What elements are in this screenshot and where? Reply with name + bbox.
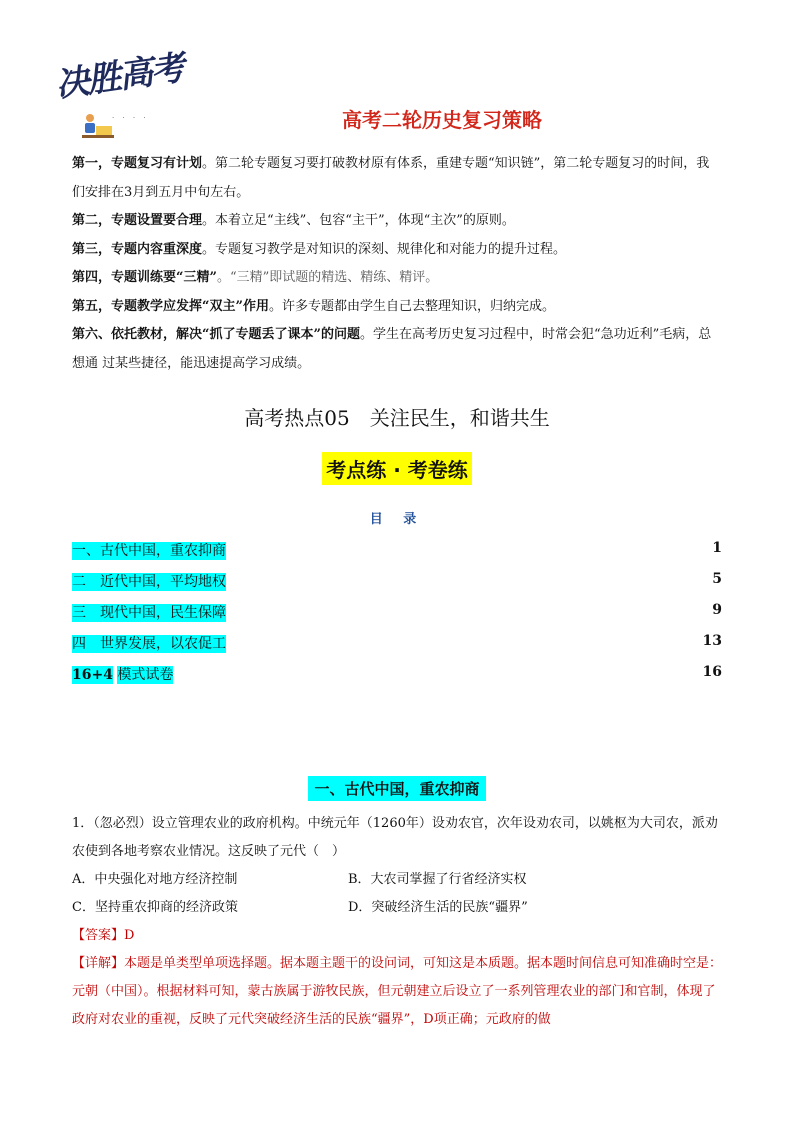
logo [52,48,192,148]
option-a: A．中央强化对地方经济控制 [72,872,238,887]
question-block [72,810,728,1034]
toc-item-text: 三 现代中国，民生保障 [72,605,226,621]
toc-item-page: 13 [702,633,722,649]
strategy-item [72,207,722,236]
strategy-body: 。许多专题都由学生自己去整理知识，归纳完成。 [268,298,555,314]
strategy-item [72,293,722,322]
strategy-body: 。本着立足“主线”、包容“主干”，体现“主次”的原则。 [202,213,515,228]
page-title: 高考二轮历史复习策略 [342,108,542,132]
option-b: B．大农司掌握了行省经济实权 [348,872,527,887]
toc-item-label [72,540,226,560]
strategy-lead: 第三，专题内容重深度 [72,241,203,257]
strategy-lead: 第四，专题训练要“三精” [72,270,217,285]
toc-item-label [72,571,226,591]
strategy-body: 。第二轮专题复习要打破教材原有体系，重建专题“知识链”，第二轮专题复习的时间，我们安排在3月到五月中旬左右。 [72,156,710,200]
toc-item-label [72,664,173,684]
strategy-item [72,150,722,207]
topic-heading: 高考热点05 关注民生，和谐共生 [244,406,550,430]
option-c: C．坚持重农抑商的经济政策 [72,900,238,915]
toc-item-text: 二 近代中国，平均地权 [72,574,226,590]
options-row [72,866,728,894]
strategy-lead: 第一，专题复习有计划 [72,156,203,171]
option-d: D．突破经济生活的民族“疆界” [348,900,528,915]
toc-item[interactable] [72,598,722,629]
toc-item[interactable] [72,536,722,567]
toc-item-text: 四 世界发展，以农促工 [72,636,226,652]
toc-item-page: 1 [712,540,722,556]
section-heading: 一、古代中国，重农抑商 [308,776,485,801]
detail-explanation: 【详解】本题是单类型单项选择题。据本题主题干的设问词，可知这是本质题。据本题时间信息可知准确时空是：元朝（中国）。根据材料可知，蒙古族属于游牧民族，但元朝建立后设立了一系列管理农业的部门和官制，体现了政府对农业的重视，反映了元代突破经济生活的民族“疆界”，D项正确；元政府的做 [72,956,723,1027]
strategy-body: 。“三精”即试题的精选、精练、精评。 [216,270,439,285]
options-row [72,894,728,922]
toc-item-text: 一、古代中国，重农抑商 [72,543,226,559]
logo-text: 决胜高考 [53,48,186,106]
logo-decoration: · · · · [112,114,149,122]
strategy-list [72,150,722,378]
toc-item[interactable] [72,567,722,598]
toc-item-text: 模式试卷 [117,667,174,683]
table-of-contents [72,536,722,691]
answer: 【答案】D [72,928,135,943]
toc-item-label [72,602,226,622]
strategy-lead: 第二，专题设置要合理 [72,213,203,228]
toc-item-page: 9 [712,602,722,618]
subtitle: 考点练 · 考卷练 [322,452,472,485]
toc-item-label [72,633,226,653]
strategy-body: 。学生在高考历史复习过程中，时常会犯“急功近利”毛病，总想通 过某些捷径，能迅速提高学习成绩。 [72,327,712,371]
strategy-body: 。专题复习教学是对知识的深刻、规律化和对能力的提升过程。 [202,241,567,257]
subtitle-wrap [0,452,794,485]
toc-item-text: 16+4 [72,667,113,683]
strategy-lead: 第六、依托教材，解决“抓了专题丢了课本”的问题 [72,327,360,342]
toc-item[interactable] [72,660,722,691]
strategy-item [72,236,722,265]
question-stem: 1．（忽必烈）设立管理农业的政府机构。中统元年（1260年）设劝农官，次年设劝农司，以姚枢为大司农，派劝农使到各地考察农业情况。这反映了元代（ ） [72,816,718,859]
toc-title: 目 录 [369,512,425,527]
strategy-item [72,321,722,378]
strategy-item [72,264,722,293]
toc-item[interactable] [72,629,722,660]
strategy-lead: 第五，专题教学应发挥“双主”作用 [72,298,269,314]
toc-item-page: 5 [712,571,722,587]
toc-item-page: 16 [702,664,722,680]
section-heading-wrap [0,776,794,801]
